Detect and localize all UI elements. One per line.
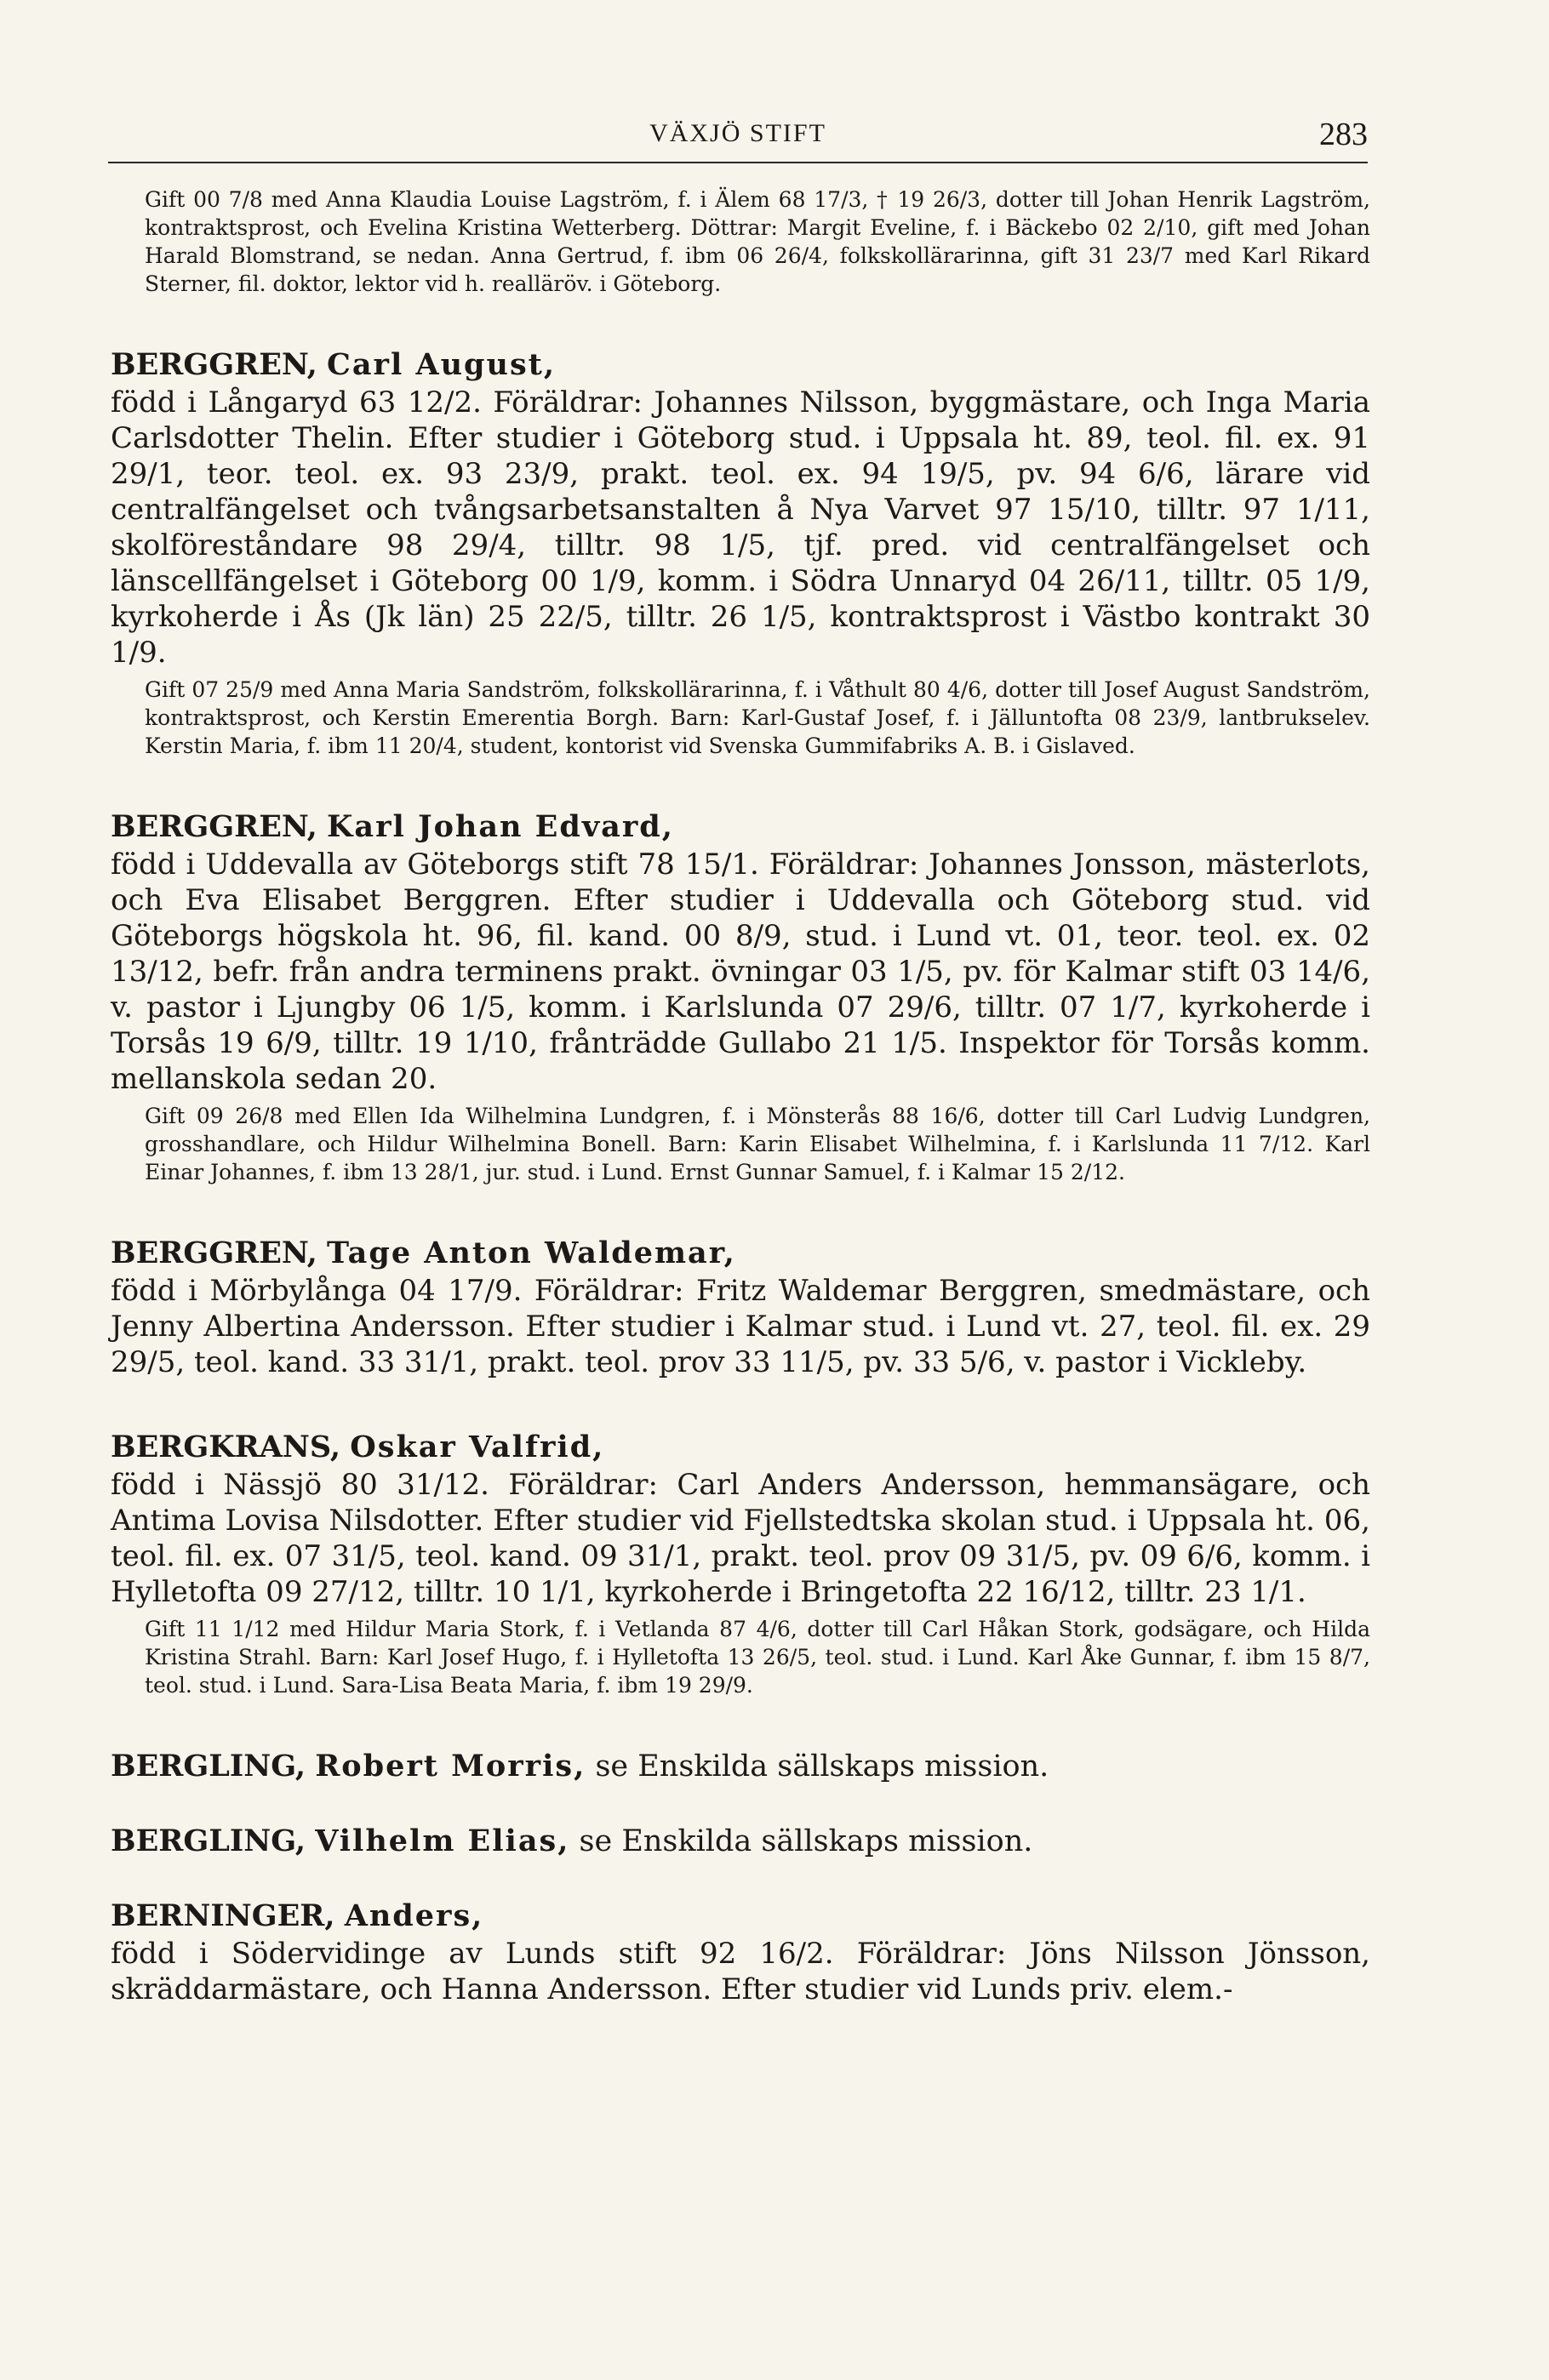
family-paragraph: Gift 09 26/8 med Ellen Ida Wilhelmina Lundgren, f. i Mönsterås 88 16/6, dotter till Carl Ludvig Lundgren, grosshandlare, och Hildur Wilhelmina Bonell. Barn: Karin Elisabet Wilhelmina, f. i Karlslunda 11 7/12. Karl Einar Johannes, f. ibm 13 28/1, jur. stud. i Lund. Ernst Gunnar Samuel, f. i Kalmar 15 2/12. [145, 1104, 1370, 1184]
entry-surname: BERGKRANS, [111, 1430, 341, 1464]
entry-biography: född i Uddevalla av Göteborgs stift 78 15/1. Föräldrar: Johannes Jonsson, mästerlots, och Eva Elisabet Berggren. Efter studier i Uddevalla och Göteborg stud. vid Göteborgs högskola ht. 96, fil. kand. 00 8/9, stud. i Lund vt. 01, teor. teol. ex. 02 13/12, befr. från andra terminens prakt. övningar 03 1/5, pv. för Kalmar stift 03 14/6, v. pastor i Ljungby 06 1/5, komm. i Karlslunda 07 29/6, tilltr. 07 1/7, kyrkoherde i Torsås 19 6/9, tilltr. 19 1/10, frånträdde Gullabo 21 1/5. Inspektor för Torsås komm. mellanskola sedan 20. [111, 848, 1370, 1096]
entry-given-names: Karl Johan Edvard, [326, 809, 674, 844]
cross-reference: se Enskilda sällskaps mission. [595, 1749, 1049, 1784]
page-number: 283 [1319, 117, 1368, 152]
entry-given-names: Anders, [344, 1898, 484, 1933]
family-paragraph: Gift 07 25/9 med Anna Maria Sandström, folkskollärarinna, f. i Våthult 80 4/6, dotter till Josef August Sandström, kontraktsprost, och Kerstin Emerentia Borgh. Barn: Karl-Gustaf Josef, f. i Jälluntofta 08 23/9, lantbrukselev. Kerstin Maria, f. ibm 11 20/4, student, kontorist vid Svenska Gummifabriks A. B. i Gislaved. [145, 677, 1370, 758]
entry-heading [111, 1234, 1370, 1273]
entry-surname: BERGGREN, [111, 809, 317, 844]
family-paragraph: Gift 11 1/12 med Hildur Maria Stork, f. i Vetlanda 87 4/6, dotter till Carl Håkan Stork, godsägare, och Hilda Kristina Strahl. Barn: Karl Josef Hugo, f. i Hylletofta 13 26/5, teol. stud. i Lund. Karl Åke Gunnar, f. ibm 15 8/7, teol. stud. i Lund. Sara-Lisa Beata Maria, f. ibm 19 29/9. [145, 1617, 1370, 1698]
entry-given-names: Carl August, [326, 347, 557, 382]
entry-biography: född i Långaryd 63 12/2. Föräldrar: Johannes Nilsson, byggmästare, och Inga Maria Carlsdotter Thelin. Efter studier i Göteborg stud. i Uppsala ht. 89, teol. fil. ex. 91 29/1, teor. teol. ex. 93 23/9, prakt. teol. ex. 94 19/5, pv. 94 6/6, lärare vid centralfängelset och tvångsarbetsanstalten å Nya Varvet 97 15/10, tilltr. 97 1/11, skolföreståndare 98 29/4, tilltr. 98 1/5, tjf. pred. vid centralfängelset och länscellfängelset i Göteborg 00 1/9, komm. i Södra Unnaryd 04 26/11, tilltr. 05 1/9, kyrkoherde i Ås (Jk län) 25 22/5, tilltr. 26 1/5, kontraktsprost i Västbo kontrakt 30 1/9. [111, 385, 1370, 670]
entry-biography: född i Södervidinge av Lunds stift 92 16/2. Föräldrar: Jöns Nilsson Jönsson, skräddarmästare, och Hanna Andersson. Efter studier vid Lunds priv. elem.- [111, 1937, 1370, 2006]
running-head [108, 119, 1368, 163]
entry-heading [111, 345, 1370, 385]
family-paragraph: Gift 00 7/8 med Anna Klaudia Louise Lagström, f. i Älem 68 17/3, † 19 26/3, dotter till Johan Henrik Lagström, kontraktsprost, och Evelina Kristina Wetterberg. Döttrar: Margit Eveline, f. i Bäckebo 02 2/10, gift med Johan Harald Blomstrand, se nedan. Anna Gertrud, f. ibm 06 26/4, folkskollärarinna, gift 31 23/7 med Karl Rikard Sterner, fil. doktor, lektor vid h. realläröv. i Göteborg. [145, 187, 1370, 296]
cross-reference: se Enskilda sällskaps mission. [579, 1824, 1033, 1858]
entry-surname: BERGGREN, [111, 347, 317, 382]
entry-given-names: Oskar Valfrid, [350, 1430, 605, 1464]
entry-surname: BERGLING, [111, 1749, 306, 1784]
page-content [111, 185, 1370, 2007]
entry-given-names: Robert Morris, [315, 1749, 586, 1784]
entry-surname: BERGLING, [111, 1824, 306, 1858]
entry-heading [111, 808, 1370, 847]
running-title: VÄXJÖ STIFT [649, 119, 826, 147]
entry-heading [111, 1747, 1370, 1786]
entry-surname: BERNINGER, [111, 1898, 335, 1933]
entry-heading [111, 1897, 1370, 1936]
entry-biography: född i Nässjö 80 31/12. Föräldrar: Carl Anders Andersson, hemmansägare, och Antima Lovisa Nilsdotter. Efter studier vid Fjellstedtska skolan stud. i Uppsala ht. 06, teol. fil. ex. 07 31/5, teol. kand. 09 31/1, prakt. teol. prov 09 31/5, pv. 09 6/6, komm. i Hylletofta 09 27/12, tilltr. 10 1/1, kyrkoherde i Bringetofta 22 16/12, tilltr. 23 1/1. [111, 1468, 1370, 1609]
entry-heading [111, 1428, 1370, 1467]
entry-given-names: Vilhelm Elias, [315, 1824, 570, 1858]
entry-biography: född i Mörbylånga 04 17/9. Föräldrar: Fritz Waldemar Berggren, smedmästare, och Jenny Albertina Andersson. Efter studier i Kalmar stud. i Lund vt. 27, teol. fil. ex. 29 29/5, teol. kand. 33 31/1, prakt. teol. prov 33 11/5, pv. 33 5/6, v. pastor i Vickleby. [111, 1274, 1370, 1379]
entry-heading [111, 1822, 1370, 1861]
entry-surname: BERGGREN, [111, 1236, 317, 1270]
entry-given-names: Tage Anton Waldemar, [326, 1236, 736, 1270]
